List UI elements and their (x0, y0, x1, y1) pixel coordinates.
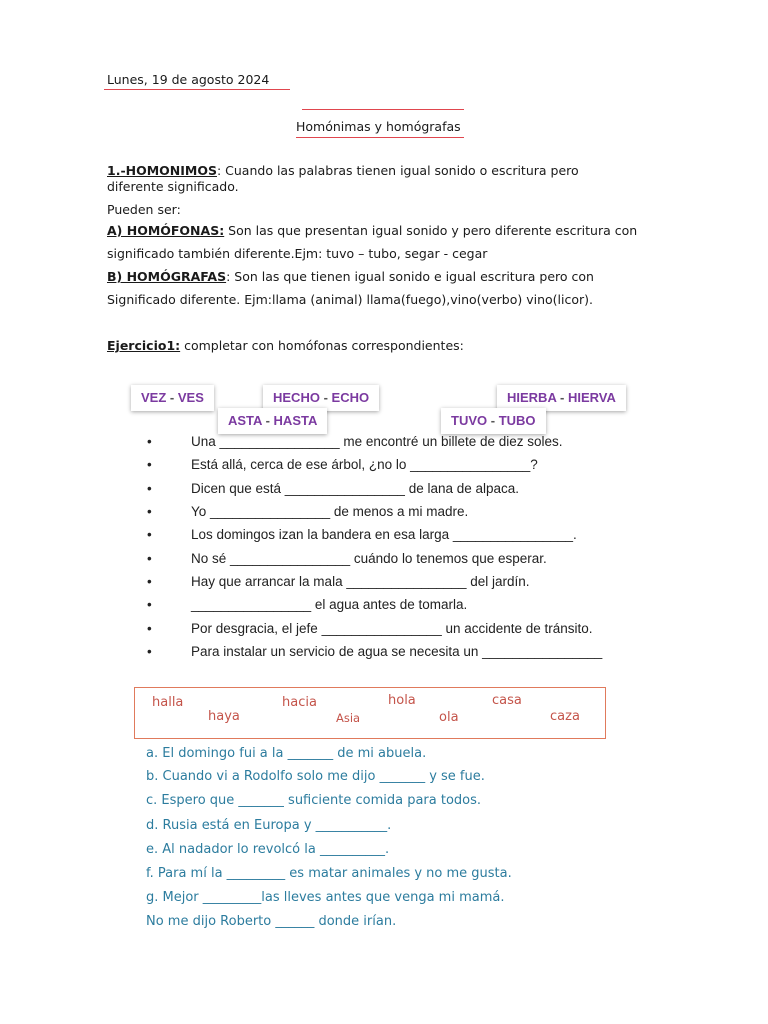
homonimos-text-2: diferente significado. (107, 179, 239, 194)
tag-word: VES (177, 390, 204, 405)
tag-word: TUVO (451, 413, 488, 428)
bullet: • (147, 597, 152, 612)
homofonas-text-2: significado también diferente.Ejm: tuvo – tubo, segar - cegar (107, 246, 488, 261)
bullet: • (147, 504, 152, 519)
word-caza: caza (550, 709, 580, 724)
homografas-text-1: : Son las que tienen igual sonido e igual escritura pero con (226, 269, 594, 284)
exercise1-sentence-7: Hay que arrancar la mala ________________ del jardín. (191, 574, 530, 589)
exercise2-sentence-e: e. Al nadador lo revolcó la __________. (146, 842, 390, 857)
word-ola: ola (439, 710, 459, 725)
exercise1-sentence-2: Está allá, cerca de ese árbol, ¿no lo ________________? (191, 457, 538, 472)
exercise2-sentence-c: c. Espero que _______ suficiente comida para todos. (146, 793, 482, 808)
exercise1-sentence-9: Por desgracia, el jefe ________________ un accidente de tránsito. (191, 621, 593, 636)
word-tag-asta-hasta (218, 408, 327, 434)
homografas-text-2: Significado diferente. Ejm:llama (animal) llama(fuego),vino(verbo) vino(licor). (107, 292, 593, 307)
tag-word: HECHO (273, 390, 320, 405)
tag-separator: - (559, 390, 565, 405)
exercise1-sentence-5: Los domingos izan la bandera en esa larga ________________. (191, 527, 577, 542)
exercise2-sentence-g: g. Mejor _________las lleves antes que venga mi mamá. (146, 890, 505, 905)
exercise1-sentence-10: Para instalar un servicio de agua se necesita un ________________ (191, 644, 603, 659)
date: Lunes, 19 de agosto 2024 (107, 72, 270, 87)
tag-separator: - (169, 390, 175, 405)
exercise2-sentence-d: d. Rusia está en Europa y ___________. (146, 818, 392, 833)
homofonas-text-1: Son las que presentan igual sonido y pero diferente escritura con (224, 223, 638, 238)
tag-separator: - (265, 413, 270, 428)
homografas-term: B) HOMÓGRAFAS (107, 269, 227, 284)
homofonas-term: A) HOMÓFONAS: (107, 223, 225, 238)
exercise1-sentence-3: Dicen que está ________________ de lana de alpaca. (191, 481, 520, 496)
word-tag-vez-ves (131, 385, 214, 411)
word-hacia: hacia (282, 695, 317, 710)
bullet: • (147, 434, 152, 449)
word-tag-tuvo-tubo (441, 408, 546, 434)
exercise2-word-box (134, 687, 606, 739)
tag-word: ASTA (228, 413, 262, 428)
bullet: • (147, 481, 152, 496)
tag-separator: - (323, 390, 328, 405)
homofonas-line-1 (107, 223, 637, 238)
exercise2-sentence-h: No me dijo Roberto ______ donde irían. (146, 914, 397, 929)
pueden-ser: Pueden ser: (107, 202, 181, 217)
bullet: • (147, 644, 152, 659)
exercise1-sentence-6: No sé ________________ cuándo lo tenemos que esperar. (191, 551, 547, 566)
homografas-line-1 (107, 269, 594, 284)
tag-word: HASTA (273, 413, 318, 428)
tag-separator: - (490, 413, 496, 428)
title-underline (296, 137, 464, 138)
homonimos-text-1: : Cuando las palabras tienen igual sonido o escritura pero (216, 163, 579, 178)
tag-word: HIERVA (567, 390, 616, 405)
word-asia: Asia (336, 711, 361, 725)
ejercicio1-term: Ejercicio1: (107, 338, 181, 353)
ejercicio1-heading (107, 338, 464, 353)
exercise2-sentence-f: f. Para mí la _________ es matar animales y no me gusta. (146, 866, 512, 881)
word-haya: haya (208, 709, 240, 724)
ejercicio1-text: completar con homófonas correspondientes: (180, 338, 464, 353)
bullet: • (147, 457, 152, 472)
word-hola: hola (388, 693, 416, 708)
bullet: • (147, 621, 152, 636)
bullet: • (147, 551, 152, 566)
date-underline (104, 89, 290, 90)
tag-word: HIERBA (507, 390, 557, 405)
exercise2-sentence-a: a. El domingo fui a la _______ de mi abuela. (146, 746, 427, 761)
bullet: • (147, 527, 152, 542)
exercise1-sentence-1: Una ________________ me encontré un billete de diez soles. (191, 434, 563, 449)
tag-word: VEZ (141, 390, 167, 405)
word-casa: casa (492, 693, 522, 708)
word-halla: halla (152, 695, 184, 710)
homonimos-line-1 (107, 163, 579, 178)
title-overline (302, 109, 464, 110)
tag-word: ECHO (331, 390, 370, 405)
homonimos-term: 1.-HOMONIMOS (107, 163, 217, 178)
page-title: Homónimas y homógrafas (296, 119, 461, 134)
exercise2-sentence-b: b. Cuando vi a Rodolfo solo me dijo _______ y se fue. (146, 769, 485, 784)
bullet: • (147, 574, 152, 589)
exercise1-sentence-4: Yo ________________ de menos a mi madre. (191, 504, 469, 519)
tag-word: TUBO (498, 413, 536, 428)
exercise1-sentence-8: ________________ el agua antes de tomarla. (191, 597, 468, 612)
